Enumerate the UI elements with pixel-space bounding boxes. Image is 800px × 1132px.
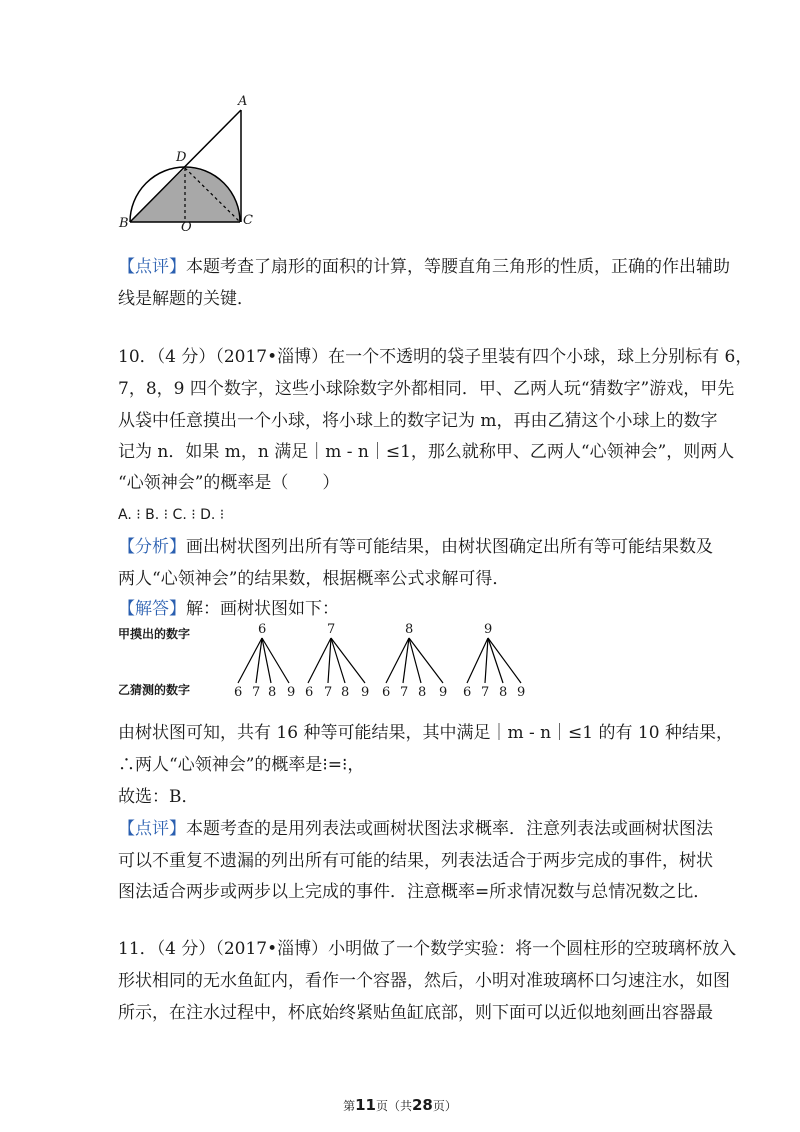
tree-leaf: 7 [252,685,261,700]
label-o: O [181,220,192,235]
analysis-line2: 两人“心领神会”的结果数，根据概率公式求解可得． [118,569,510,589]
tree-row2-label: 乙猜测的数字 [118,683,191,697]
solution-line3: 故选：B． [118,787,199,807]
label-b: B [119,216,129,231]
footer-prefix: 第 [343,1099,356,1113]
q10-line2: 7，8，9 四个数字，这些小球除数字外都相同．甲、乙两人玩“猜数字”游戏，甲先 [118,379,735,399]
footer-mid: 页（共 [375,1099,412,1113]
comment10-line3: 图法适合两步或两步以上完成的事件．注意概率=所求情况数与总情况数之比． [118,882,711,902]
q10-line3: 从袋中任意摸出一个小球，将小球上的数字记为 m，再由乙猜这个小球上的数字 [118,411,718,431]
answer-tag: 【解答】 [118,599,186,619]
tree-leaf: 8 [499,685,508,700]
page-footer [0,1096,800,1114]
footer-total-pages: 28 [412,1096,433,1114]
label-d: D [176,150,187,165]
analysis-text: 画出树状图列出所有等可能结果，由树状图确定出所有等可能结果数及 [186,537,713,557]
tree-leaf: 8 [341,685,350,700]
tree-leaf: 9 [287,685,296,700]
q10-options: A. ⁝ B. ⁝ C. ⁝ D. ⁝ [118,507,225,523]
answer-text: 解：画树状图如下： [186,599,339,619]
tree-root-9: 9 [484,622,493,637]
q11-line1: 11．（4 分）（2017•淄博）小明做了一个数学实验：将一个圆柱形的空玻璃杯放入 [118,939,737,959]
tree-leaf: 8 [418,685,427,700]
comment-text: 本题考查的是用列表法或画树状图法求概率．注意列表法或画树状图法 [186,819,713,839]
footer-suffix: 页） [432,1099,457,1113]
tree-root-6: 6 [258,622,267,637]
solution-line1: 由树状图可知，共有 16 种等可能结果，其中满足｜m - n｜≤1 的有 10 种结果， [118,723,733,743]
tree-root-8: 8 [405,622,414,637]
branches-9 [467,638,521,683]
q10-line4: 记为 n．如果 m，n 满足｜m - n｜≤1，那么就称甲、乙两人“心领神会”，则两人 [118,442,735,462]
q10-line1: 10．（4 分）（2017•淄博）在一个不透明的袋子里装有四个小球，球上分别标有 6， [118,347,753,367]
analysis-tag: 【分析】 [118,537,186,557]
tree-leaf: 7 [481,685,490,700]
comment-tag: 【点评】 [118,819,186,839]
branches-6 [238,638,289,683]
comment10-line1 [118,817,713,841]
q11-line3: 所示，在注水过程中，杯底始终紧贴鱼缸底部，则下面可以近似地刻画出容器最 [118,1003,713,1023]
label-c: C [243,213,253,228]
tree-leaf: 6 [382,685,391,700]
q11-line2: 形状相同的无水鱼缸内，看作一个容器，然后，小明对准玻璃杯口匀速注水，如图 [118,971,730,991]
tree-leaf: 6 [234,685,243,700]
comment-tag: 【点评】 [118,257,186,277]
tree-leaf: 9 [517,685,526,700]
tree-row1-label: 甲摸出的数字 [118,627,191,641]
comment9-line2: 线是解题的关键． [118,289,254,309]
footer-page-number: 11 [355,1096,376,1114]
tree-leaf: 6 [463,685,472,700]
tree-leaf: 7 [400,685,409,700]
branches-8 [386,638,443,683]
comment-text: 本题考查了扇形的面积的计算，等腰直角三角形的性质，正确的作出辅助 [186,257,730,277]
tree-root-7: 7 [327,622,336,637]
tree-leaf: 8 [268,685,277,700]
tree-leaf: 6 [305,685,314,700]
comment10-line2: 可以不重复不遗漏的列出所有可能的结果，列表法适合于两步完成的事件，树状 [118,851,713,871]
tree-leaf: 7 [324,685,333,700]
tree-leaf: 9 [361,685,370,700]
label-a: A [238,94,248,109]
branches-7 [308,638,365,683]
solution-line2: ∴两人“心领神会”的概率是⁝=⁝， [118,755,365,775]
tree-leaf: 9 [439,685,448,700]
q10-line5: “心领神会”的概率是（ ） [118,473,340,493]
